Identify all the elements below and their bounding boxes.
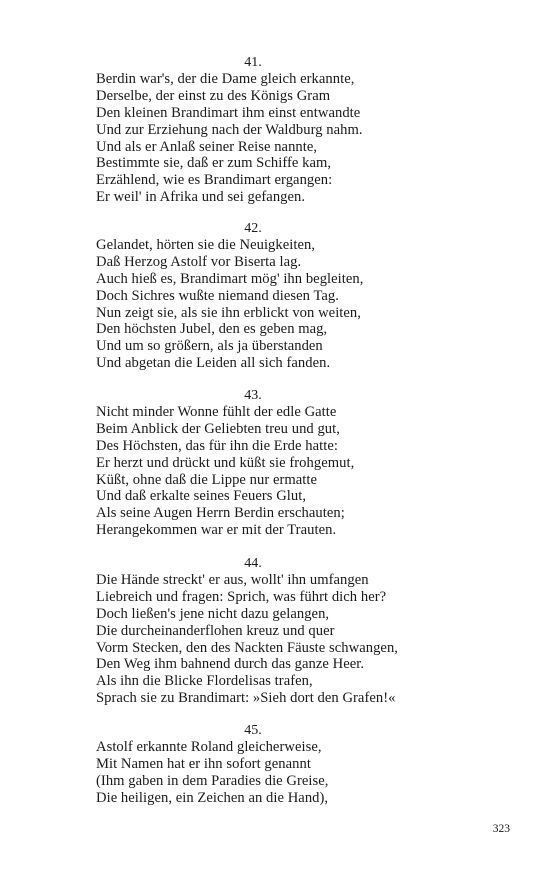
verse-line: (Ihm gaben in dem Paradies die Greise, <box>96 772 329 789</box>
verse-line: Als seine Augen Herrn Berdin erschauten; <box>96 505 345 522</box>
verse-line: Die heiligen, ein Zeichen an die Hand), <box>96 789 329 806</box>
verse-line: Er weil' in Afrika und sei gefangen. <box>96 189 306 206</box>
verse-line: Doch Sichres wußte niemand diesen Tag. <box>96 287 339 304</box>
verse-line: Beim Anblick der Geliebten treu und gut, <box>96 420 340 437</box>
verse-line: Er herzt und drückt und küßt sie frohgemut, <box>96 454 355 471</box>
verse-line: Den Weg ihm bahnend durch das ganze Heer. <box>96 656 365 673</box>
verse-line: Liebreich und fragen: Sprich, was führt dich her? <box>96 588 387 605</box>
verse-line: Daß Herzog Astolf vor Biserta lag. <box>96 253 302 270</box>
verse-line: Nun zeigt sie, als sie ihn erblickt von weiten, <box>96 304 361 321</box>
page-number: 323 <box>492 823 510 835</box>
verse-line: Derselbe, der einst zu des Königs Gram <box>96 87 331 104</box>
verse-line: Und zur Erziehung nach der Waldburg nahm. <box>96 121 363 138</box>
stanza-number: 43. <box>244 388 262 403</box>
verse-line: Bestimmte sie, daß er zum Schiffe kam, <box>96 155 332 172</box>
verse-line: Und als er Anlaß seiner Reise nannte, <box>96 138 318 155</box>
verse-line: Mit Namen hat er ihn sofort genannt <box>96 755 311 772</box>
verse-line: Den höchsten Jubel, den es geben mag, <box>96 321 328 338</box>
verse-line: Vorm Stecken, den des Nackten Fäuste schwangen, <box>96 639 398 656</box>
stanza-44 <box>96 555 496 707</box>
stanza-number: 45. <box>244 723 262 738</box>
stanza-number: 44. <box>244 556 262 571</box>
stanza-42 <box>96 220 496 372</box>
verse-line: Nicht minder Wonne fühlt der edle Gatte <box>96 404 337 420</box>
stanza-41 <box>96 54 496 206</box>
verse-line: Als ihn die Blicke Flordelisas trafen, <box>96 673 313 690</box>
verse-line: Den kleinen Brandimart ihm einst entwandte <box>96 104 361 121</box>
stanza-number: 42. <box>244 221 262 236</box>
verse-line: Und um so größern, als ja überstanden <box>96 338 323 355</box>
verse-line: Und daß erkalte seines Feuers Glut, <box>96 488 307 505</box>
verse-line: Doch ließen's jene nicht dazu gelangen, <box>96 605 330 622</box>
verse-line: Berdin war's, der die Dame gleich erkannte, <box>96 71 355 87</box>
verse-line: Die durcheinanderflohen kreuz und quer <box>96 622 335 639</box>
stanza-45 <box>96 722 496 807</box>
verse-line: Sprach sie zu Brandimart: »Sieh dort den Grafen!« <box>96 690 396 707</box>
verse-line: Herangekommen war er mit der Trauten. <box>96 522 337 539</box>
verse-line: Gelandet, hörten sie die Neuigkeiten, <box>96 237 316 253</box>
verse-line: Und abgetan die Leiden all sich fanden. <box>96 355 331 372</box>
stanza-number: 41. <box>244 55 262 70</box>
stanza-43 <box>96 387 496 539</box>
verse-line: Küßt, ohne daß die Lippe nur ermatte <box>96 471 318 488</box>
verse-line: Erzählend, wie es Brandimart ergangen: <box>96 172 333 189</box>
verse-line: Auch hieß es, Brandimart mög' ihn begleiten, <box>96 270 364 287</box>
verse-line: Astolf erkannte Roland gleicherweise, <box>96 739 322 755</box>
verse-line: Des Höchsten, das für ihn die Erde hatte: <box>96 437 338 454</box>
verse-line: Die Hände streckt' er aus, wollt' ihn umfangen <box>96 572 369 588</box>
